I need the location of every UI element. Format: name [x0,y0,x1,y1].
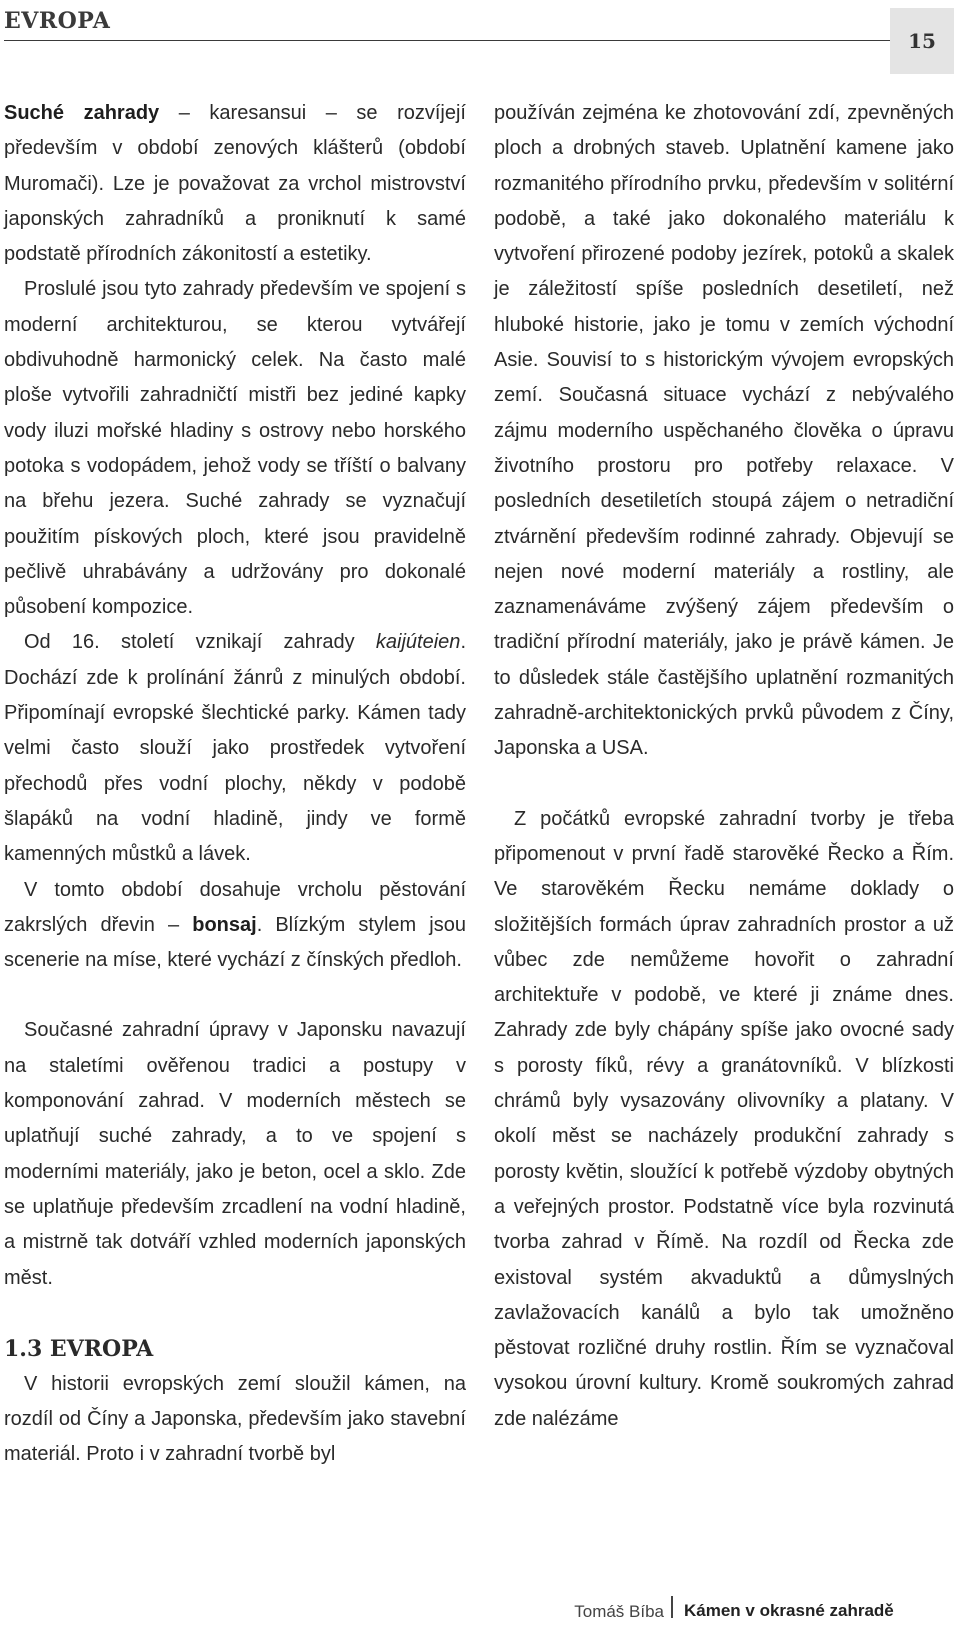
header-rule [4,40,890,41]
right-column [494,96,954,1437]
paragraph-modern-japan: Současné zahradní úpravy v Japonsku navazují na staletími ověřenou tradici a postupy v komponování zahrad. V moderních městech se uplatňují suché zahrady, a to ve spojení s moderními materiály, jako je beton, ocel a sklo. Zde se uplatňuje především zrcadlení na vodní hladině, a mistrně tak dotváří vzhled moderních japonských měst. [4,1019,466,1289]
running-head: EVROPA [4,8,111,34]
paragraph-architecture: Proslulé jsou tyto zahrady především ve spojení s moderní architekturou, se kterou vytvářejí obdivuhodně harmonický celek. Na často malé ploše vytvořili zahradničtí mistři bez jediné kapky vody iluzi mořské hladiny s ostrovy nebo horského potoka s vodopádem, jehož vody se tříští o balvany na břehu jezera. Suché zahrady se vyznačují použitím pískových ploch, které jsou pravidelně pečlivě uhrabávány a udržovány pro dokonalé působení kompozice. [4,278,466,619]
footer-separator [671,1596,673,1618]
page-footer [0,1590,960,1620]
paragraph-kaijuteien [4,625,466,872]
term-dry-gardens: Suché zahrady [4,102,160,124]
term-kaijuteien: kaijúteien [375,631,461,654]
footer-book-title: Kámen v okrasné zahradě [684,1601,894,1620]
paragraph-europe-intro: V historii evropských zemí sloužil kámen, na rozdíl od Číny a Japonska, především jako stavební materiál. Proto i v zahradní tvorbě byl [4,1372,466,1466]
paragraph-text: – karesansui – se rozvíjejí především v období zenových klášterů (období Muromači). Lze je považovat za vrchol mistrovství japonských zahradníků a proniknutí k samé podstatě přírodních zákonitostí a estetiky. [4,102,466,266]
section-heading: 1.3 EVROPA [4,1335,154,1362]
term-bonsai: bonsaj [192,913,257,936]
paragraph-europe-continued: používán zejména ke zhotovování zdí, zpevněných ploch a drobných staveb. Uplatnění kamene jako rozmanitého přírodního prvku, především v solitérní podobě, a také jako dokonalého materiálu k vytvoření přirozené podoby jezírek, potoků a skalek je záležitostí spíše posledních desetiletí, než hluboké historie, jako je tomu v zemích východní Asie. Souvisí to s historickým vývojem evropských zemí. Současná situace vychází z nebývalého zájmu moderního uspěchaného člověka o úpravu životního prostoru pro potřeby relaxace. V posledních desetiletích stoupá zájem o netradiční ztvárnění především rodinné zahrady. Objevují se nejen nové moderní materiály a rostliny, ale zaznamenáváme zvýšený zájem především o tradiční přírodní materiály, jako je právě kámen. Je to důsledek stále častějšího uplatnění rozmanitých zahradně-architektonických prvků původem z Číny, Japonska a USA. [494,102,954,760]
page-header [0,0,960,80]
paragraph-dry-gardens [4,96,466,272]
paragraph-text: . Dochází zde k prolínání žánrů z minulých období. Připomínají evropské šlechtické parky. Kámen tady velmi často slouží jako prostředek vytvoření přechodů přes vodní plochy, někdy v podobě šlapáků na vodní hladině, jindy ve formě kamenných můstků a lávek. [4,631,466,866]
paragraph-text: V tomto období dosahuje vrcholu pěstování zakrslých dřevin – [4,878,466,936]
page-number: 15 [890,8,954,74]
paragraph-text: Od 16. století vznikají zahrady [24,631,376,654]
paragraph-greece-rome: Z počátků evropské zahradní tvorby je třeba připomenout v první řadě starověké Řecko a Řím. Ve starověkém Řecku nemáme doklady o složitějších formách úprav zahradních prostor a už vůbec zde nemůžeme hovořit o zahradní architektuře v podobě, ve které ji známe dnes. Zahrady zde byly chápány spíše jako ovocné sady s porosty fíků, révy a granátovníků. V blízkosti chrámů byly vysazovány olivovníky a platany. V okolí měst se nacházely produkční zahrady s porosty květin, sloužící k potřebě výzdoby obytných a veřejných prostor. Podstatně více byla rozvinutá tvorba zahrad v Římě. Na rozdíl od Řecka zde existoval systém akvaduktů a důmyslných zavlažovacích kanálů a bylo tak umožněno pěstovat rozličné druhy rostlin. Řím se vyznačoval vysokou úrovní kultury. Kromě soukromých zahrad zde nalézáme [494,807,954,1430]
paragraph-text: . Blízkým stylem jsou scenerie na míse, které vychází z čínských předloh. [4,913,466,972]
footer-author: Tomáš Bíba [574,1602,664,1621]
paragraph-bonsai [4,873,466,979]
left-column [4,96,466,1473]
